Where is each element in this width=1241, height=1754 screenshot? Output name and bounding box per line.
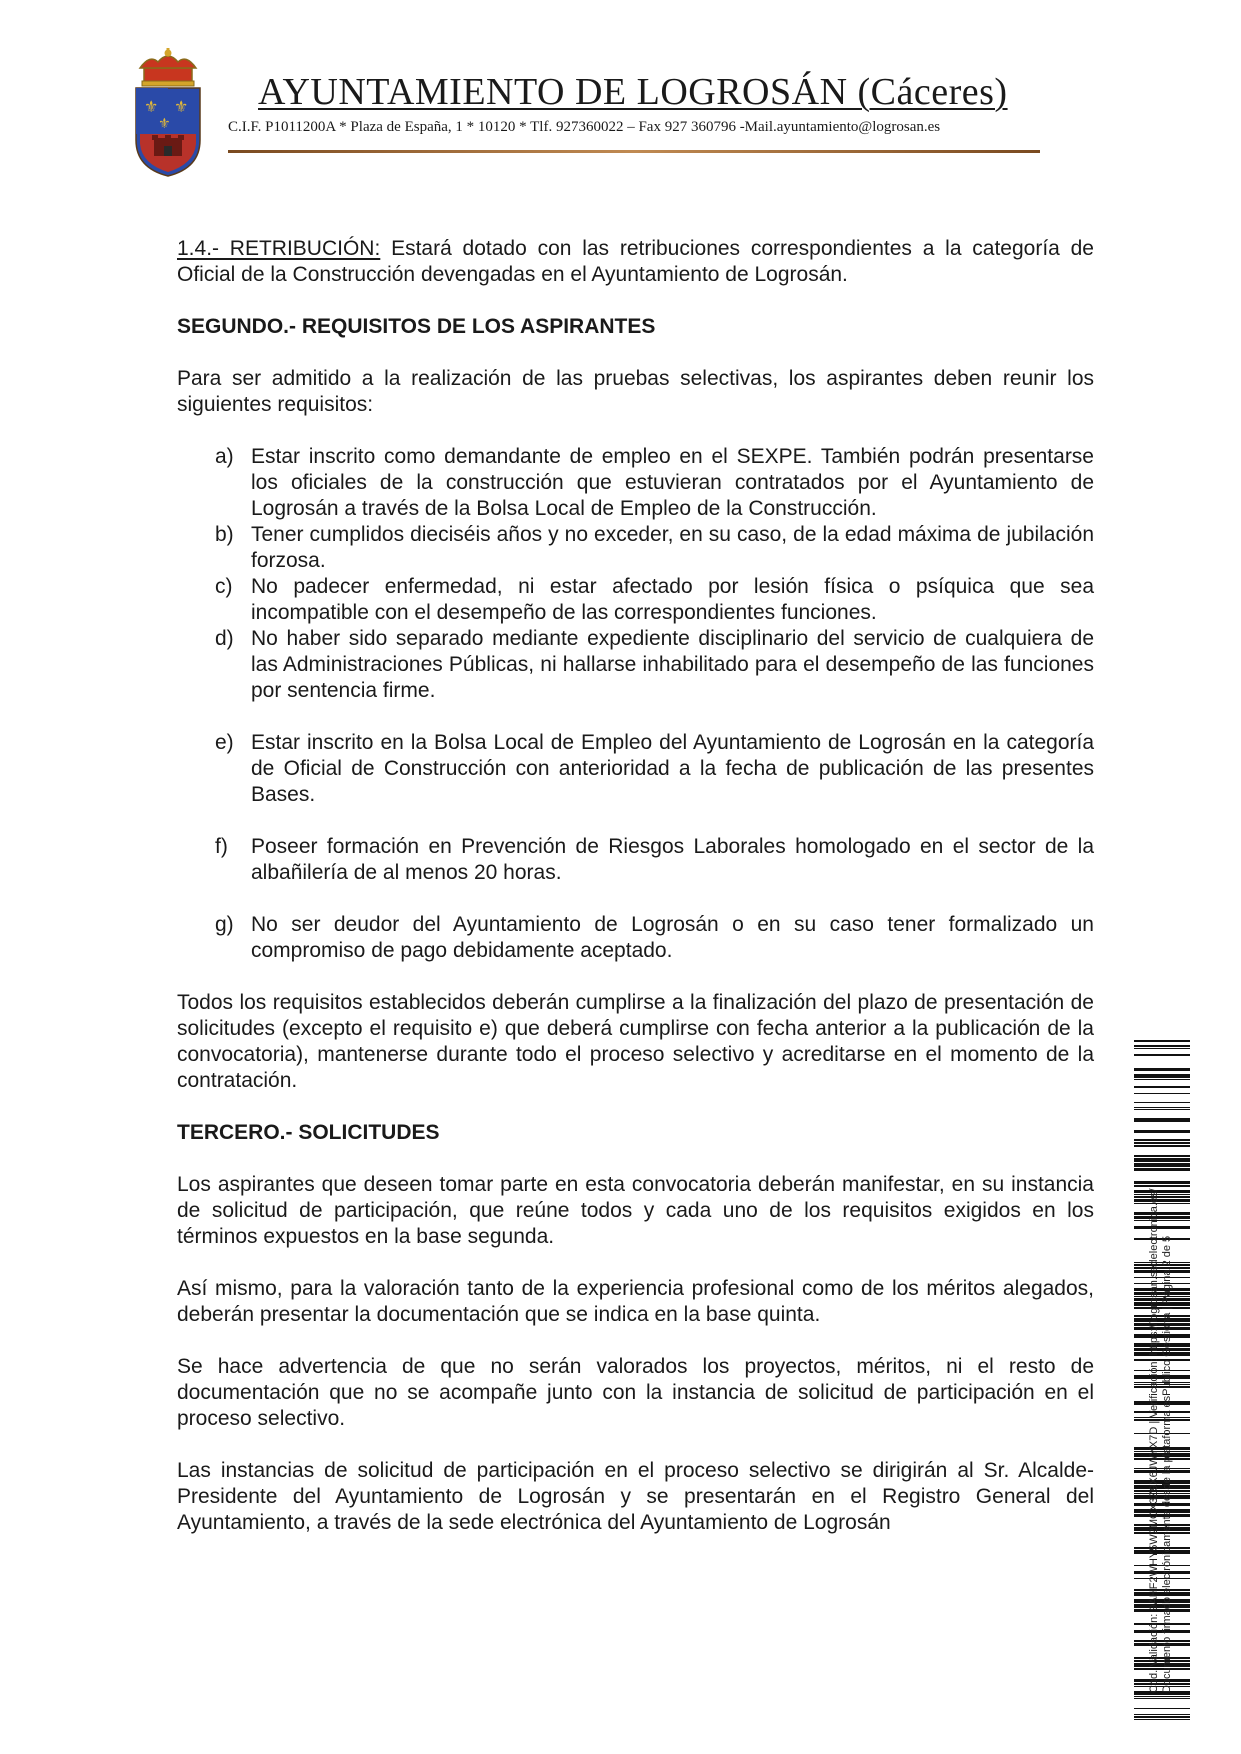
list-marker: g) <box>215 913 234 936</box>
document-body <box>177 236 1094 1536</box>
section-3-paragraph: Así mismo, para la valoración tanto de la experiencia profesional como de los méritos alegados, deberán presentar la documentación que se indica en la base quinta. <box>177 1277 1094 1326</box>
section-1-4-text: Estará dotado con las retribuciones correspondientes a la categoría de Oficial de la Construcción devengadas en el Ayuntamiento de Logrosán. <box>177 237 1094 286</box>
list-item <box>177 730 1094 808</box>
letterhead <box>0 0 1241 190</box>
section-2-intro: Para ser admitido a la realización de las pruebas selectivas, los aspirantes deben reunir los siguientes requisitos: <box>177 367 1094 416</box>
list-marker: d) <box>215 627 234 650</box>
organization-contact-line: C.I.F. P1011200A * Plaza de España, 1 * 10120 * Tlf. 927360022 – Fax 927 360796 -Mail.ayuntamiento@logrosan.es <box>228 119 941 135</box>
list-item-text: Estar inscrito como demandante de empleo en el SEXPE. También podrán presentarse los oficiales de la construcción que estuvieran contratados por el Ayuntamiento de Logrosán a través de la Bolsa Local de Empleo de la Construcción. <box>251 445 1094 520</box>
section-3-paragraph: Las instancias de solicitud de participación en el proceso selectivo se dirigirán al Sr. Alcalde-Presidente del Ayuntamiento de Logrosán y se presentarán en el Registro General del Ayuntamiento, a través de la sede electrónica del Ayuntamiento de Logrosán <box>177 1459 1094 1534</box>
list-marker: a) <box>215 445 234 468</box>
list-item <box>177 834 1094 886</box>
section-2-closing: Todos los requisitos establecidos deberán cumplirse a la finalización del plazo de presentación de solicitudes (excepto el requisito e) que deberá cumplirse con fecha anterior a la publicación de la convocatoria), mantenerse durante todo el proceso selectivo y acreditarse en el momento de la contratación. <box>177 991 1094 1092</box>
verification-line-1: Cód. Validación: 9AHF2WHY5W2MCX3Z9X6JWYX7D | Verificación: https://logrosan.sedelectronica.es/ <box>1148 1188 1160 1693</box>
list-item <box>177 626 1094 704</box>
section-3-paragraph: Se hace advertencia de que no serán valorados los proyectos, méritos, ni el resto de documentación que no se acompañe junto con la instancia de solicitud de participación en el proceso selectivo. <box>177 1355 1094 1430</box>
verification-line-2: Documento firmado electrónicamente desde la plataforma esPublico Gestiona | Página 2 de 5 <box>1161 1235 1173 1693</box>
list-item <box>177 522 1094 574</box>
section-2-title: SEGUNDO.- REQUISITOS DE LOS ASPIRANTES <box>177 315 656 338</box>
list-marker: b) <box>215 523 234 546</box>
organization-name: AYUNTAMIENTO DE LOGROSÁN (Cáceres) <box>258 71 1008 113</box>
list-item-text: Poseer formación en Prevención de Riesgos Laborales homologado en el sector de la albañilería de al menos 20 horas. <box>251 835 1094 884</box>
list-item <box>177 444 1094 522</box>
list-item-text: Estar inscrito en la Bolsa Local de Empleo del Ayuntamiento de Logrosán en la categoría de Oficial de Construcción con anterioridad a la fecha de publicación de las presentes Bases. <box>251 731 1094 806</box>
list-item-text: No padecer enfermedad, ni estar afectado por lesión física o psíquica que sea incompatible con el desempeño de las correspondientes funciones. <box>251 575 1094 624</box>
list-marker: e) <box>215 731 234 754</box>
verification-text <box>1148 1053 1174 1693</box>
requirements-list <box>177 444 1094 964</box>
svg-text:⚜: ⚜ <box>158 116 171 132</box>
section-1-4-heading: 1.4.- RETRIBUCIÓN: <box>177 237 381 260</box>
electronic-signature-stamp <box>1124 1040 1190 1720</box>
header-divider <box>228 150 1040 153</box>
list-item-text: No ser deudor del Ayuntamiento de Logrosán o en su caso tener formalizado un compromiso de pago debidamente aceptado. <box>251 913 1094 962</box>
svg-text:⚜: ⚜ <box>174 97 189 116</box>
section-3-paragraph: Los aspirantes que deseen tomar parte en esta convocatoria deberán manifestar, en su instancia de solicitud de participación, que reúne todos y cada uno de los requisitos exigidos en los términos expuestos en la base segunda. <box>177 1173 1094 1248</box>
list-item <box>177 912 1094 964</box>
section-1-4-paragraph <box>177 236 1094 288</box>
coat-of-arms-icon <box>130 48 206 178</box>
list-marker: f) <box>215 835 228 858</box>
list-item-text: Tener cumplidos dieciséis años y no exceder, en su caso, de la edad máxima de jubilación forzosa. <box>251 523 1094 572</box>
section-3-title: TERCERO.- SOLICITUDES <box>177 1121 440 1144</box>
list-item <box>177 574 1094 626</box>
list-item-text: No haber sido separado mediante expediente disciplinario del servicio de cualquiera de las Administraciones Públicas, ni hallarse inhabilitado para el desempeño de las funciones por sentencia firme. <box>251 627 1094 702</box>
svg-text:⚜: ⚜ <box>144 97 159 116</box>
list-marker: c) <box>215 575 233 598</box>
